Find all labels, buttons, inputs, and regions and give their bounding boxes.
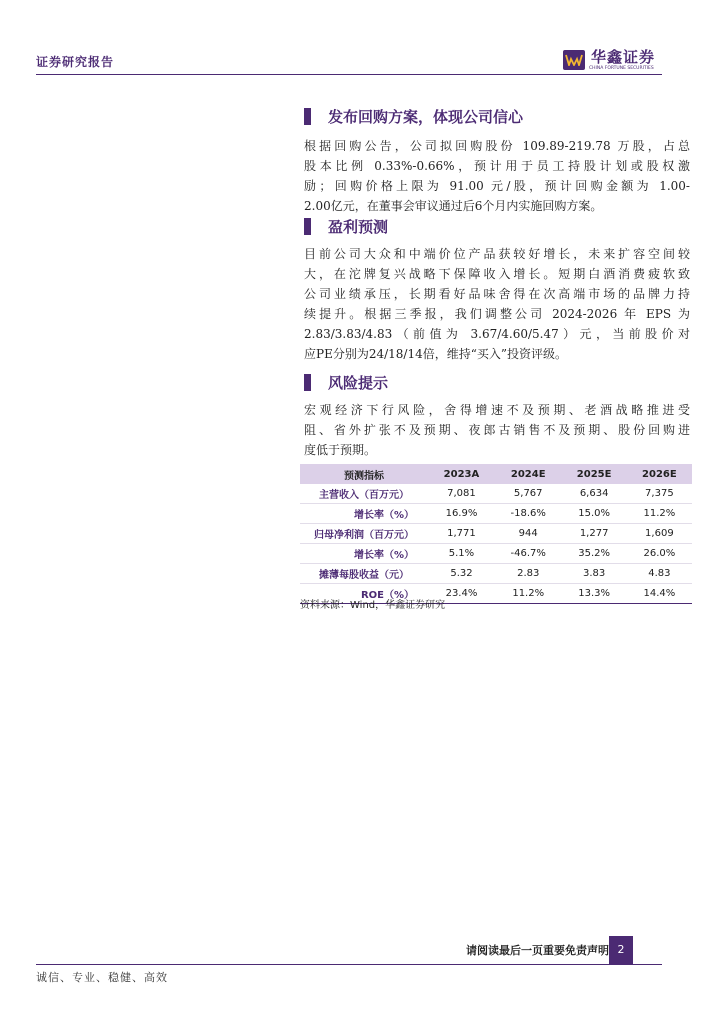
company-logo [563, 46, 663, 74]
forecast-table [300, 464, 692, 604]
text-line: 公司业绩承压，长期看好品味舍得在次高端市场的品牌力持 [304, 287, 690, 301]
row-label: ROE（%） [300, 584, 428, 604]
table-row [300, 504, 692, 524]
text-line: 2.00亿元，在董事会审议通过后6个月内实施回购方案。 [304, 199, 603, 213]
table-cell: 3.83 [562, 564, 627, 584]
text-line: 股本比例 0.33%-0.66%，预计用于员工持股计划或股权激 [304, 159, 690, 173]
report-type-label: 证券研究报告 [36, 55, 115, 69]
table-cell: 11.2% [495, 584, 562, 604]
table-cell: 15.0% [562, 504, 627, 524]
column-header: 2025E [562, 464, 627, 484]
table-cell: 944 [495, 524, 562, 544]
section-title: 盈利预测 [328, 218, 389, 236]
footer-motto: 诚信、专业、稳健、高效 [36, 971, 168, 984]
column-header: 预测指标 [300, 464, 428, 484]
table-cell: 5.1% [428, 544, 495, 564]
row-label: 增长率（%） [300, 504, 428, 524]
text-line: 励；回购价格上限为 91.00 元/股，预计回购金额为 1.00- [304, 179, 690, 193]
logo-english-name: CHINA FORTUNE SECURITIES [589, 66, 654, 71]
logo-chinese-name: 华鑫证券 [591, 48, 656, 66]
text-line: 目前公司大众和中端价位产品获较好增长，未来扩容空间较 [304, 247, 690, 261]
disclaimer-link[interactable]: 请阅读最后一页重要免责声明 [466, 944, 609, 957]
column-header: 2026E [627, 464, 692, 484]
table-cell: 5,767 [495, 484, 562, 504]
table-cell: 13.3% [562, 584, 627, 604]
column-header: 2024E [495, 464, 562, 484]
table-cell: 1,609 [627, 524, 692, 544]
section-body-buyback [304, 136, 690, 216]
text-line: 根据回购公告，公司拟回购股份 109.89-219.78 万股，占总 [304, 139, 690, 153]
text-line: 宏观经济下行风险，舍得增速不及预期、老酒战略推进受 [304, 403, 690, 417]
table-cell: 1,771 [428, 524, 495, 544]
text-line: 续提升。根据三季报，我们调整公司 2024-2026 年 EPS 为 [304, 307, 690, 321]
table-cell: 16.9% [428, 504, 495, 524]
section-title: 发布回购方案，体现公司信心 [328, 108, 524, 126]
table-cell: 4.83 [627, 564, 692, 584]
table-row [300, 544, 692, 564]
text-line: 阻、省外扩张不及预期、夜郎古销售不及预期、股份回购进 [304, 423, 690, 437]
table-cell: 2.83 [495, 564, 562, 584]
table-cell: 7,375 [627, 484, 692, 504]
text-line: 大，在沱牌复兴战略下保障收入增长。短期白酒消费疲软致 [304, 267, 690, 281]
table-cell: 6,634 [562, 484, 627, 504]
row-label: 摊薄每股收益（元） [300, 564, 428, 584]
logo-emblem-icon [563, 50, 585, 70]
row-label: 增长率（%） [300, 544, 428, 564]
table-cell: 26.0% [627, 544, 692, 564]
table-row [300, 524, 692, 544]
row-label: 主营收入（百万元） [300, 484, 428, 504]
row-label: 归母净利润（百万元） [300, 524, 428, 544]
section-marker [304, 374, 311, 391]
column-header: 2023A [428, 464, 495, 484]
text-line: 2.83/3.83/4.83（前值为 3.67/4.60/5.47）元，当前股价对 [304, 327, 690, 341]
table-row [300, 564, 692, 584]
table-cell: 7,081 [428, 484, 495, 504]
table-header-row [300, 464, 692, 484]
table-cell: 14.4% [627, 584, 692, 604]
text-line: 应PE分别为24/18/14倍，维持“买入”投资评级。 [304, 347, 567, 361]
table-cell: 11.2% [627, 504, 692, 524]
section-marker [304, 218, 311, 235]
table-source-note: 资料来源：Wind，华鑫证券研究 [300, 600, 446, 611]
page-number: 2 [609, 936, 633, 964]
table-cell: 5.32 [428, 564, 495, 584]
section-body-forecast [304, 244, 690, 364]
footer-divider [36, 964, 662, 965]
table-cell: -46.7% [495, 544, 562, 564]
section-body-risk [304, 400, 690, 460]
header-divider [36, 74, 662, 75]
section-marker [304, 108, 311, 125]
table-cell: 1,277 [562, 524, 627, 544]
table-row [300, 484, 692, 504]
table-cell: 23.4% [428, 584, 495, 604]
table-cell: -18.6% [495, 504, 562, 524]
text-line: 度低于预期。 [304, 443, 377, 457]
section-title: 风险提示 [328, 374, 389, 392]
table-cell: 35.2% [562, 544, 627, 564]
